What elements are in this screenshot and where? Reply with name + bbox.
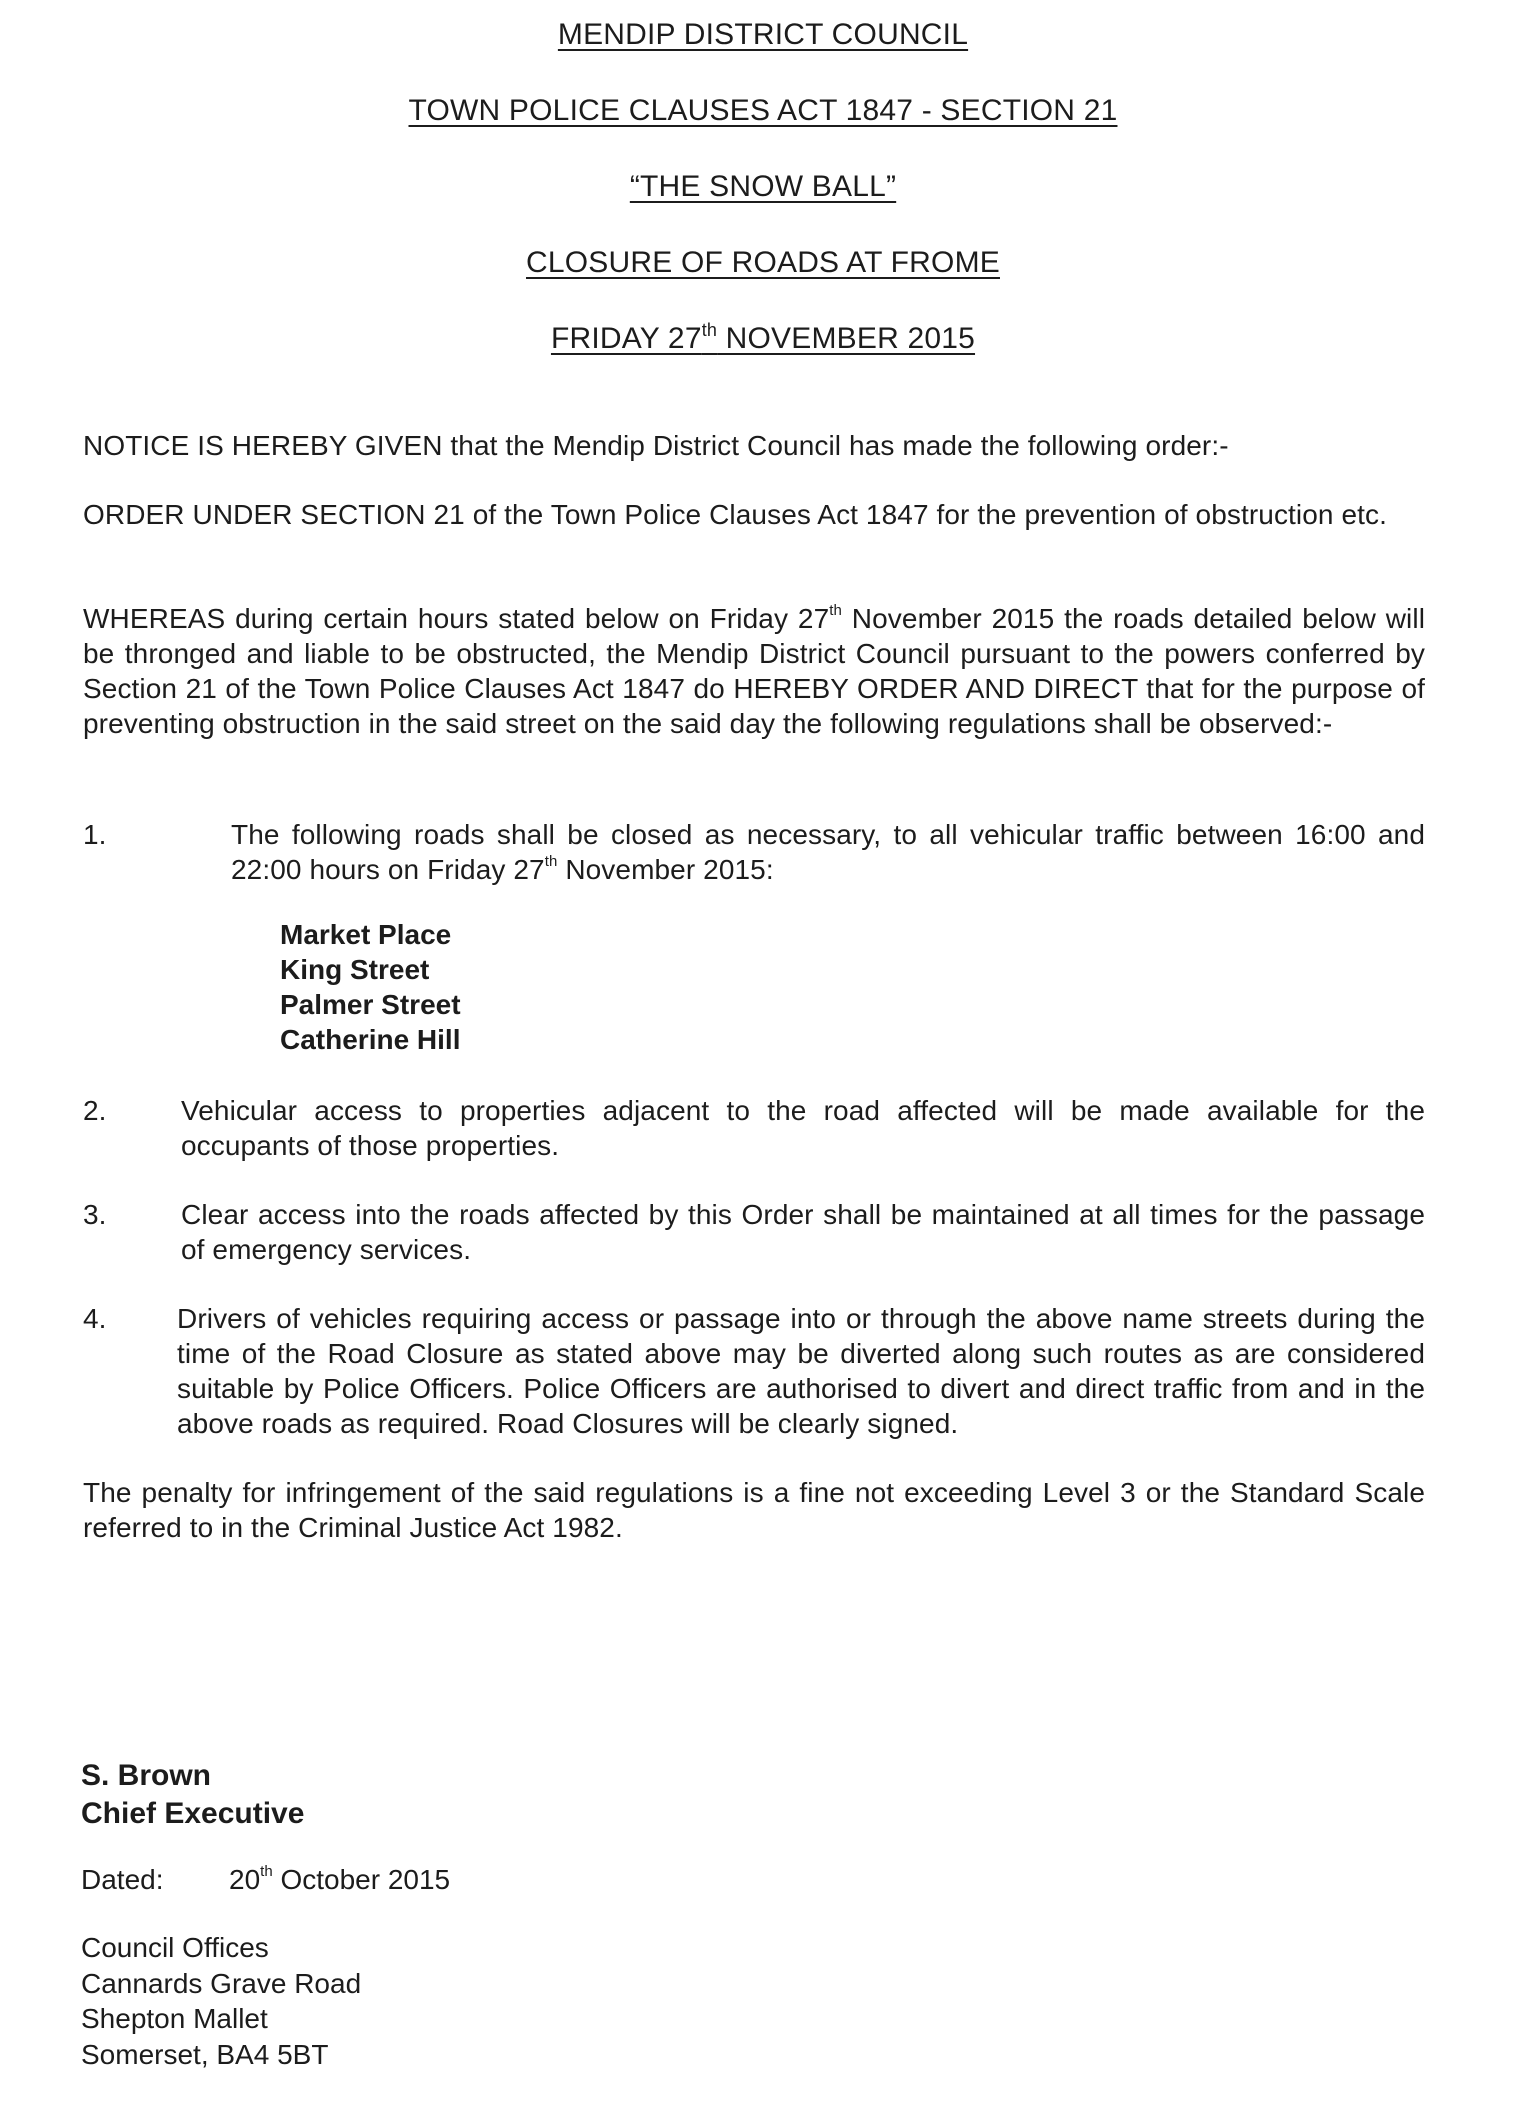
council-heading: MENDIP DISTRICT COUNCIL <box>557 18 969 51</box>
road-item: King Street <box>280 954 430 985</box>
closure-heading: CLOSURE OF ROADS AT FROME <box>526 246 1000 279</box>
item-2-number: 2. <box>83 1095 107 1126</box>
item-4-number: 4. <box>83 1303 107 1334</box>
item-2-text: Vehicular access to properties adjacent to the road affected will be made available for the occupants of those properties. <box>181 1095 1425 1161</box>
item-1-number: 1. <box>83 819 107 850</box>
item-1-part1: The following roads shall be closed as necessary, to all vehicular traffic between 16:00 and 22:00 hours on Friday 27 <box>231 819 1425 885</box>
item-1-suffix: th <box>544 853 558 870</box>
date-heading <box>0 321 1526 357</box>
item-3-text: Clear access into the roads affected by this Order shall be maintained at all times for the passage of emergency services. <box>181 1199 1425 1265</box>
penalty-paragraph: The penalty for infringement of the said regulations is a fine not exceeding Level 3 or the Standard Scale referred to in the Criminal Justice Act 1982. <box>83 1477 1425 1543</box>
whereas-part2: November 2015 the roads detailed below will be thronged and liable to be obstructed, the Mendip District Council pursuant to the powers conferred by Section 21 of the Town Police Clauses Act 1847 do HEREBY ORDER AND DIRECT that for the purpose of preventing obstruction in the said street on the said day the following regulations shall be observed:- <box>83 603 1426 739</box>
dated-value <box>229 1862 450 1897</box>
road-item: Palmer Street <box>280 989 461 1020</box>
dated-label: Dated: <box>81 1864 164 1895</box>
council-address <box>81 1930 361 2072</box>
date-heading-suffix: th <box>701 320 718 340</box>
address-line: Council Offices <box>81 1932 269 1963</box>
road-item: Market Place <box>280 919 452 950</box>
notice-paragraph: NOTICE IS HEREBY GIVEN that the Mendip District Council has made the following order:- <box>83 430 1229 461</box>
address-line: Somerset, BA4 5BT <box>81 2038 329 2070</box>
order-paragraph: ORDER UNDER SECTION 21 of the Town Police Clauses Act 1847 for the prevention of obstruction etc. <box>83 499 1388 530</box>
dated-suffix: th <box>260 1863 273 1880</box>
event-heading: “THE SNOW BALL” <box>629 170 897 203</box>
signatory-title: Chief Executive <box>81 1797 305 1830</box>
whereas-paragraph <box>83 601 1425 741</box>
act-heading: TOWN POLICE CLAUSES ACT 1847 - SECTION 21 <box>408 94 1118 127</box>
signatory-name: S. Brown <box>81 1759 212 1792</box>
item-1-part2: November 2015: <box>557 854 774 885</box>
whereas-suffix: th <box>829 602 842 619</box>
item-3-number: 3. <box>83 1199 107 1230</box>
address-line: Cannards Grave Road <box>81 1967 362 1999</box>
item-4-text: Drivers of vehicles requiring access or passage into or through the above name streets during the time of the Road Closure as stated above may be diverted along such routes as are considered suitable by Police Officers. Police Officers are authorised to divert and direct traffic from and in the above roads as required. Road Closures will be clearly signed. <box>177 1303 1425 1439</box>
dated-day: 20 <box>229 1864 261 1895</box>
date-heading-rest: NOVEMBER 2015 <box>717 322 976 355</box>
address-line: Shepton Mallet <box>81 2003 268 2034</box>
closed-roads-list <box>280 917 461 1057</box>
date-heading-day: FRIDAY 27 <box>550 322 702 355</box>
dated-rest: October 2015 <box>272 1864 451 1895</box>
item-1-text <box>231 817 1425 887</box>
road-item: Catherine Hill <box>280 1024 461 1055</box>
whereas-part1: WHEREAS during certain hours stated below on Friday 27 <box>83 603 830 634</box>
